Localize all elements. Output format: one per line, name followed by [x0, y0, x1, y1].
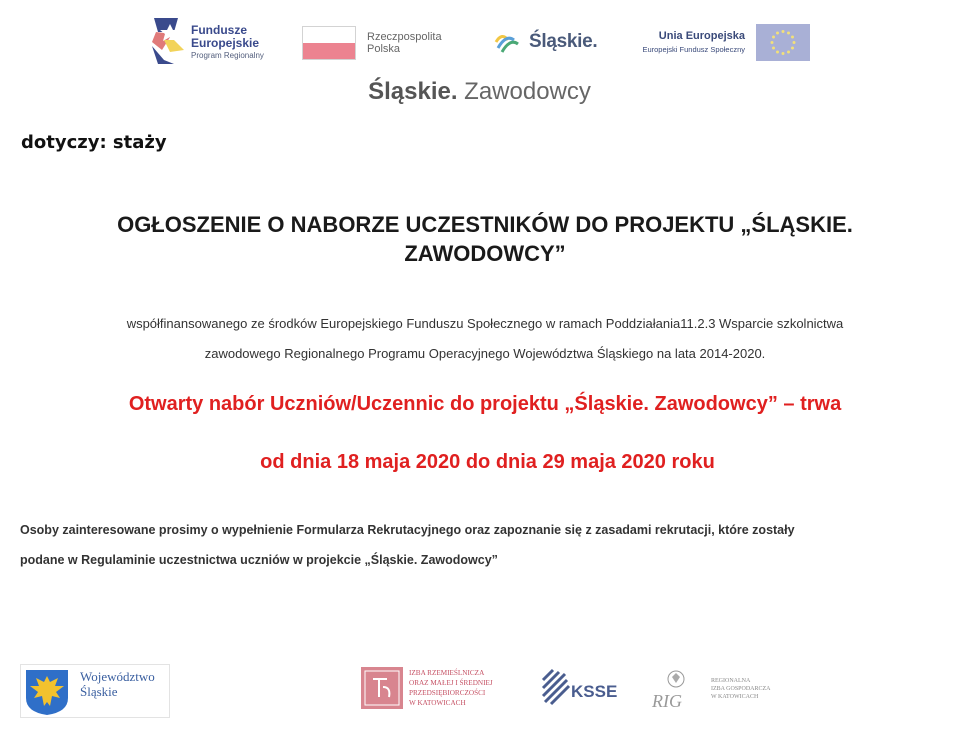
- fe-line3: Program Regionalny: [191, 51, 264, 60]
- slaskie-waves-icon: [494, 28, 522, 56]
- polish-flag-icon: [302, 26, 356, 60]
- fe-star-logo-icon: [150, 16, 190, 66]
- eu-logo-text: [630, 30, 745, 54]
- headline-line1: OGŁOSZENIE O NABORZE UCZESTNIKÓW DO PROJEKTU „ŚLĄSKIE.: [117, 212, 853, 237]
- cofin-line1: współfinansowanego ze środków Europejskiego Funduszu Społecznego w ramach Poddziałania11.2.3 Wsparcie szkolnictwa: [126, 316, 844, 331]
- izba-line3: PRZEDSIĘBIORCZOŚCI: [409, 689, 486, 697]
- rp-logo-text: [367, 31, 442, 55]
- cofinancing-note: [20, 309, 950, 369]
- wojewodztwo-text: [80, 669, 155, 699]
- ksse-stripes-icon: [541, 666, 571, 708]
- izba-rzemieslnicza-text: [409, 668, 493, 708]
- rp-line1: Rzeczpospolita: [367, 31, 442, 43]
- recruitment-dates: od dnia 18 maja 2020 do dnia 29 maja 2020 roku: [260, 451, 715, 473]
- rig-text: [711, 677, 771, 701]
- rig-line2: IZBA GOSPODARCZA: [711, 686, 771, 692]
- izba-line1: IZBA RZEMIEŚLNICZA: [409, 669, 485, 677]
- program-title: [0, 78, 959, 106]
- svg-text:RIG: RIG: [652, 691, 682, 711]
- headline-line2: ZAWODOWCY”: [404, 241, 566, 266]
- rig-emblem-icon: [648, 667, 704, 713]
- rig-line3: W KATOWICACH: [711, 694, 759, 700]
- announcement-headline: [40, 210, 930, 268]
- fe-line2: Europejskie: [191, 36, 260, 50]
- fe-line1: Fundusze: [191, 23, 247, 37]
- program-title-bold: Śląskie.: [368, 78, 458, 105]
- ksse-logo-text: KSSE: [571, 682, 618, 701]
- silesia-eagle-icon: [24, 668, 70, 716]
- eu-line2: Europejski Fundusz Społeczny: [642, 45, 745, 54]
- izba-line2: ORAZ MAŁEJ I ŚREDNIEJ: [409, 679, 493, 687]
- program-title-rest: Zawodowcy: [457, 78, 591, 105]
- izba-monogram-icon: [361, 667, 403, 709]
- cofin-line2: zawodowego Regionalnego Programu Operacyjnego Województwa Śląskiego na lata 2014-2020.: [204, 346, 766, 361]
- info-line1: Osoby zainteresowane prosimy o wypełnienie Formularza Rekrutacyjnego oraz zapoznanie się z zasadami rekrutacji, które zostały: [20, 523, 795, 537]
- eu-line1: Unia Europejska: [658, 30, 745, 42]
- rig-line1: REGIONALNA: [711, 678, 751, 684]
- info-paragraph: [20, 515, 950, 575]
- woj-line1: Województwo: [80, 669, 155, 684]
- eu-flag-icon: [756, 24, 810, 61]
- subject-line: dotyczy: staży: [21, 132, 167, 153]
- rp-line2: Polska: [367, 43, 401, 55]
- izba-line4: W KATOWICACH: [409, 699, 466, 707]
- woj-line2: Śląskie: [80, 684, 118, 699]
- slaskie-logo-text: Śląskie.: [529, 31, 598, 52]
- fe-logo-text: [191, 24, 264, 60]
- info-line2: podane w Regulaminie uczestnictwa uczniów w projekcie „Śląskie. Zawodowcy”: [20, 553, 498, 567]
- recruitment-open-notice: Otwarty nabór Uczniów/Uczennic do projektu „Śląskie. Zawodowcy” – trwa: [128, 393, 842, 415]
